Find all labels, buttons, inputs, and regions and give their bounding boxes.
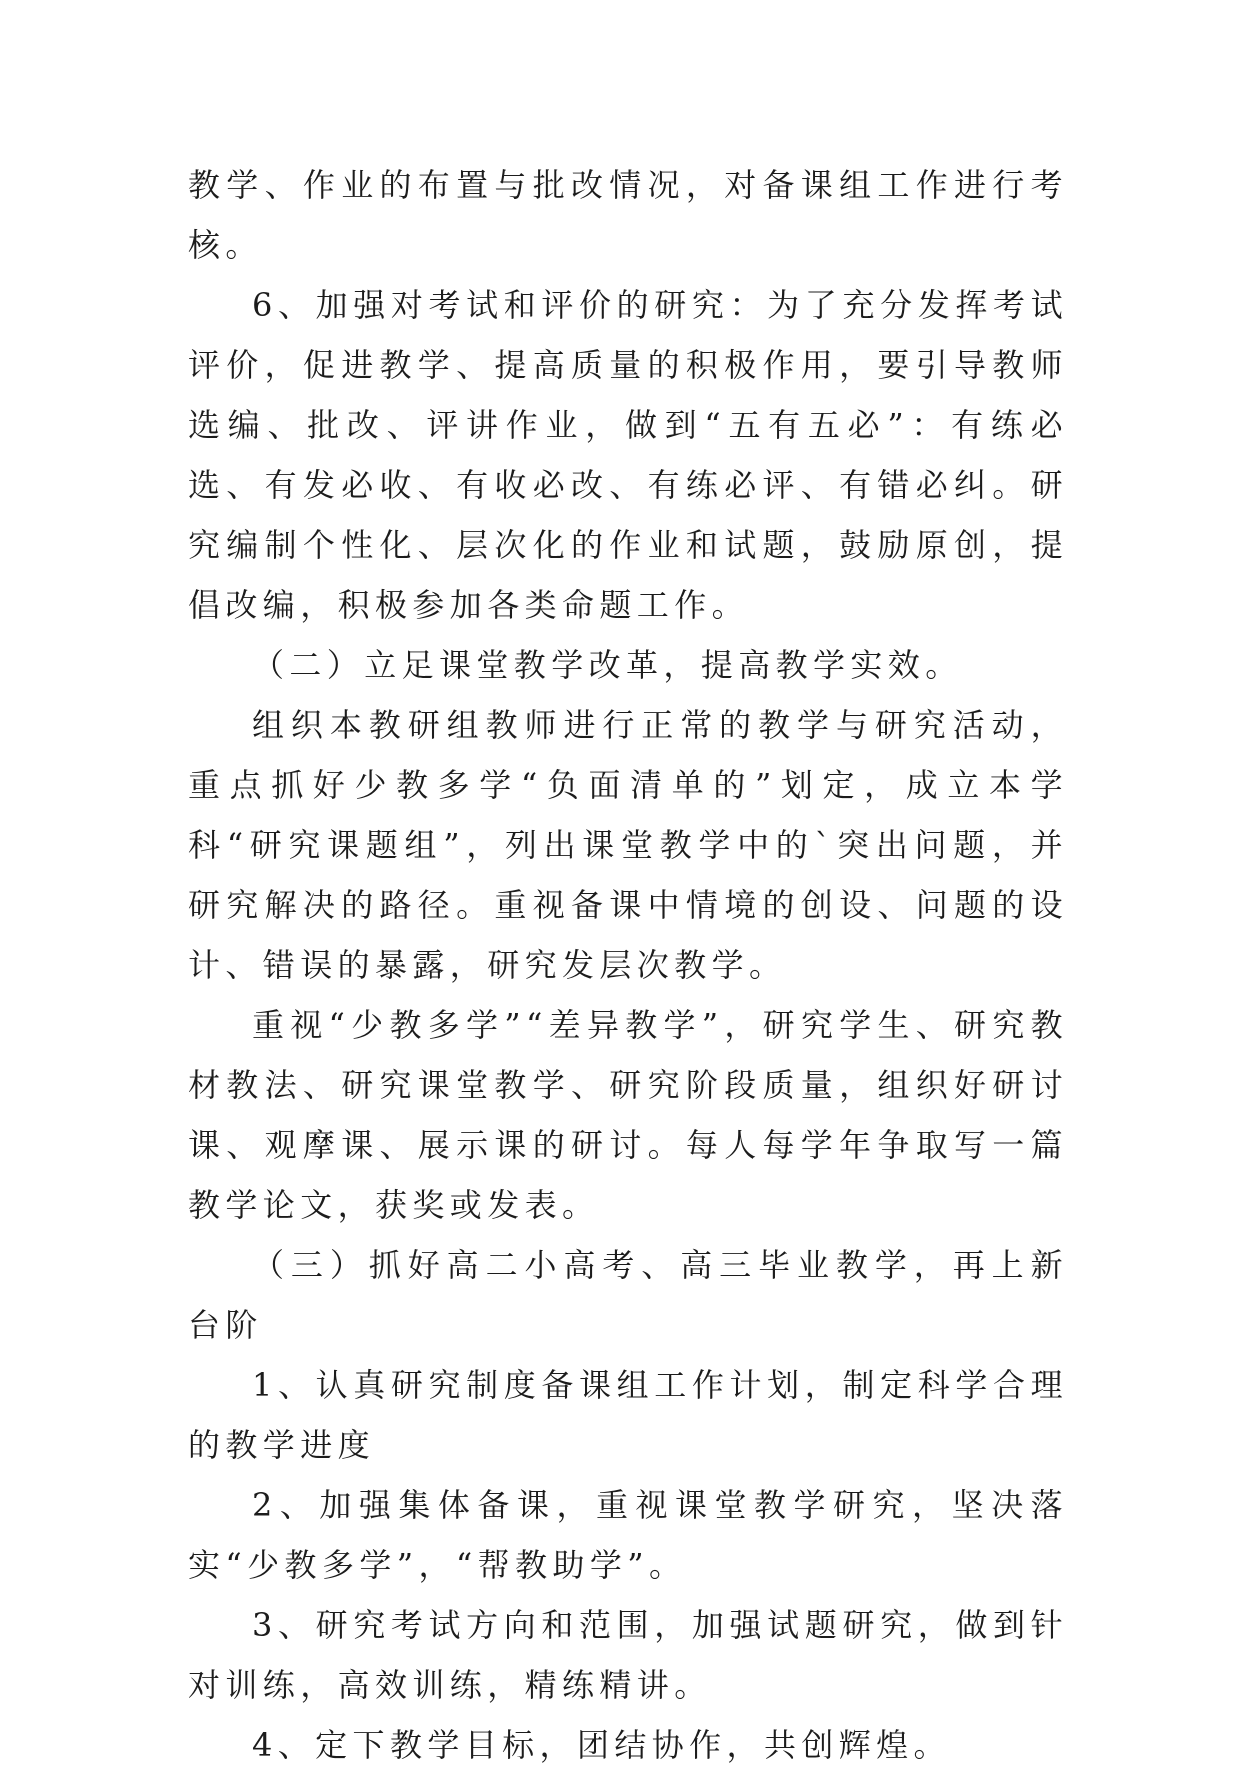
paragraph-continuation: 教学、作业的布置与批改情况，对备课组工作进行考核。 xyxy=(188,166,1068,264)
paragraph-differentiated-teaching: 重视“少教多学”“差异教学”，研究学生、研究教材教法、研究课堂教学、研究阶段质量，组织好研讨课、观摩课、展示课的研讨。每人每学年争取写一篇教学论文，获奖或发表。 xyxy=(188,1006,1068,1224)
list-item-1: 1、认真研究制度备课组工作计划，制定科学合理的教学进度 xyxy=(188,1366,1068,1464)
list-item-2: 2、加强集体备课，重视课堂教学研究，坚决落实“少教多学”，“帮教助学”。 xyxy=(188,1486,1068,1584)
document-body xyxy=(188,155,1068,1775)
paragraph-exam-evaluation: 6、加强对考试和评价的研究：为了充分发挥考试评价，促进教学、提高质量的积极作用，要引导教师选编、批改、评讲作业，做到“五有五必”：有练必选、有发必收、有收必改、有练必评、有错必纠。研究编制个性化、层次化的作业和试题，鼓励原创，提倡改编，积极参加各类命题工作。 xyxy=(188,286,1068,624)
list-item-4: 4、定下教学目标，团结协作，共创辉煌。 xyxy=(252,1726,951,1764)
section-heading-two: （二）立足课堂教学改革，提高教学实效。 xyxy=(252,646,963,684)
paragraph-research-activities: 组织本教研组教师进行正常的教学与研究活动，重点抓好少教多学“负面清单的”划定，成立本学科“研究课题组”，列出课堂教学中的`突出问题，并研究解决的路径。重视备课中情境的创设、问题的设计、错误的暴露，研究发层次教学。 xyxy=(188,706,1068,984)
list-item-3: 3、研究考试方向和范围，加强试题研究，做到针对训练，高效训练，精练精讲。 xyxy=(188,1606,1068,1704)
section-heading-three: （三）抓好高二小高考、高三毕业教学，再上新台阶 xyxy=(188,1246,1068,1344)
